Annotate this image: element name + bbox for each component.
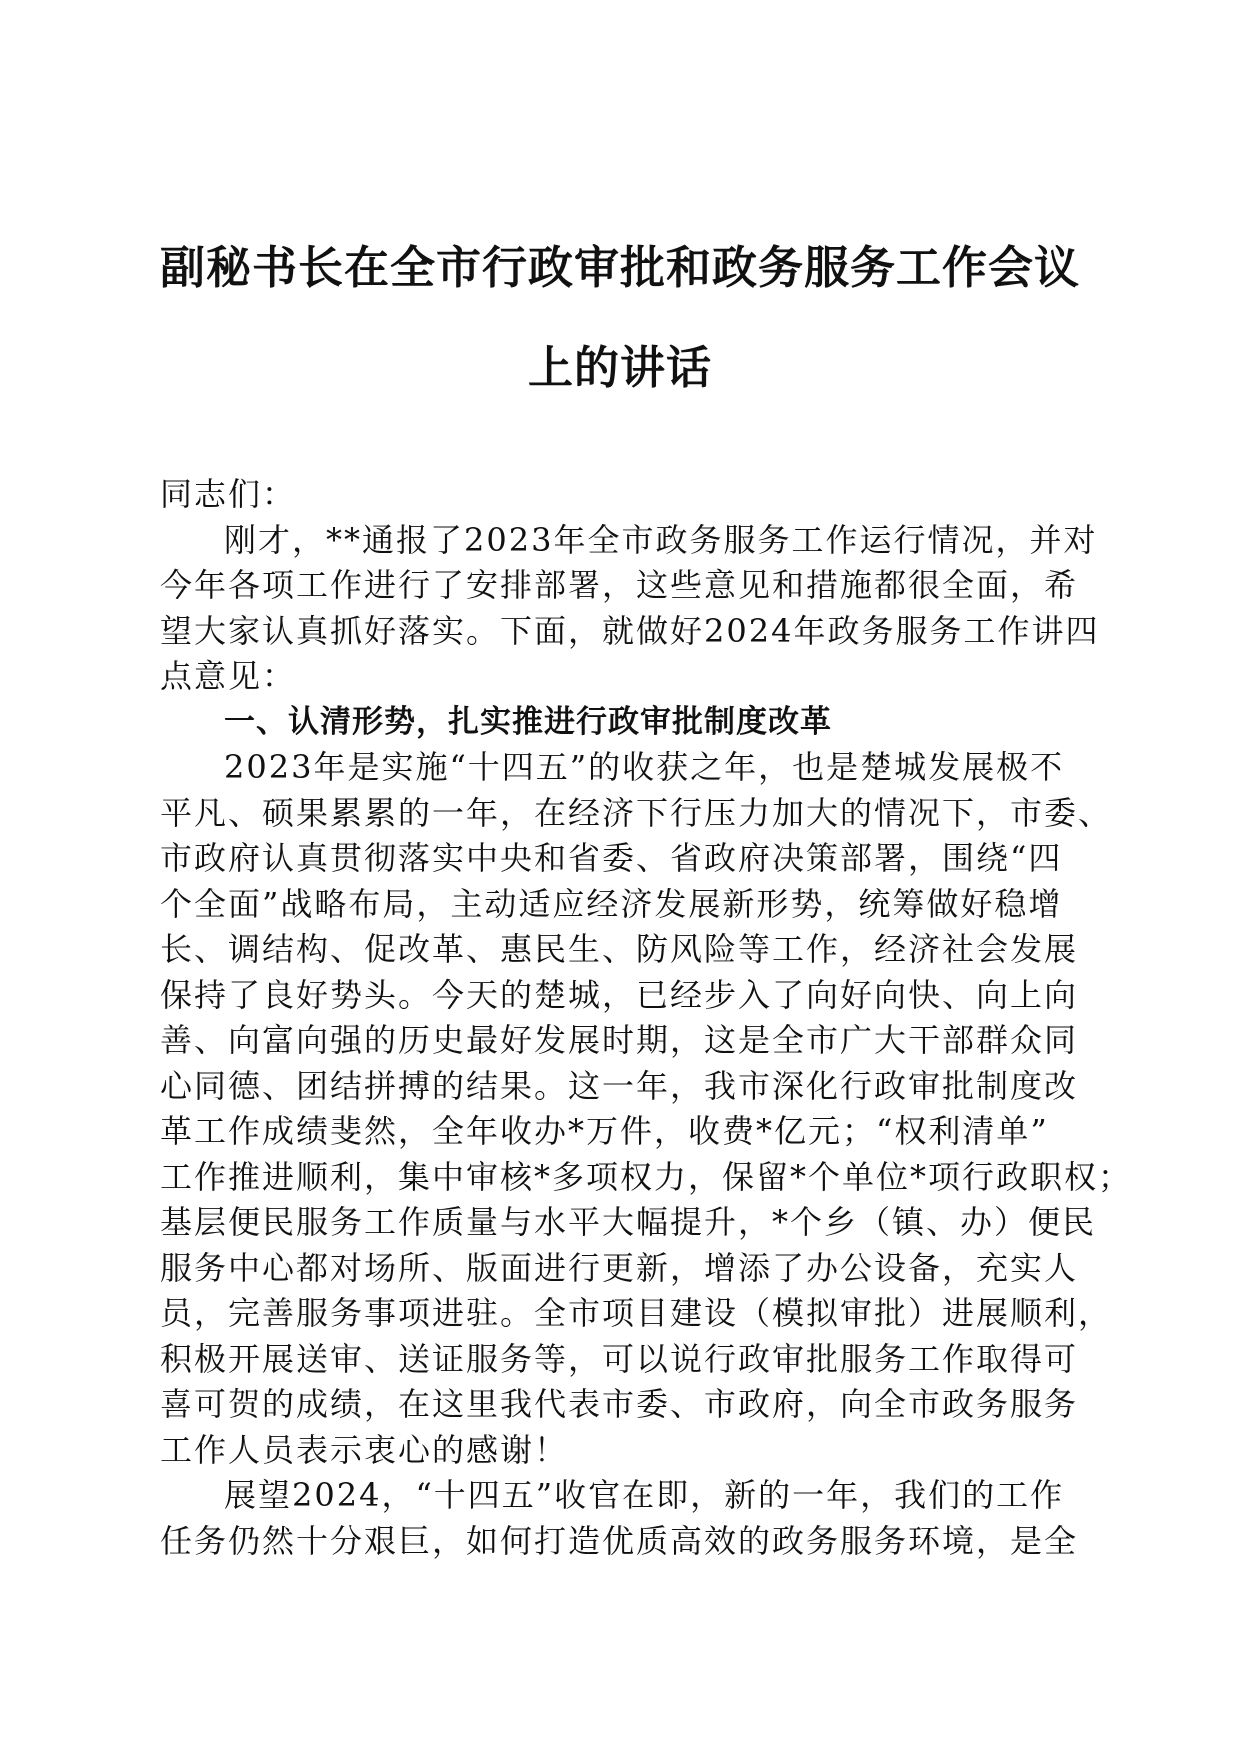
para1-line-9: 革工作成绩斐然，全年收办*万件，收费*亿元；“权利清单” <box>160 1112 1049 1150</box>
para1-line-1: 2023年是实施“十四五”的收获之年，也是楚城发展极不 <box>224 748 1065 786</box>
para1-line-15: 喜可贺的成绩，在这里我代表市委、市政府，向全市政务服务 <box>160 1385 1079 1423</box>
para1-line-13: 员，完善服务事项进驻。全市项目建设（模拟审批）进展顺利， <box>160 1294 1113 1332</box>
para1-line-2: 平凡、硕果累累的一年，在经济下行压力加大的情况下，市委、 <box>160 793 1113 832</box>
para1-line-7: 善、向富向强的历史最好发展时期，这是全市广大干部群众同 <box>160 1021 1079 1059</box>
section-heading-1: 一、认清形势，扎实推进行政审批制度改革 <box>224 703 832 740</box>
salutation: 同志们： <box>160 475 297 513</box>
para1-line-12: 服务中心都对场所、版面进行更新，增添了办公设备，充实人 <box>160 1248 1079 1287</box>
para1-line-5: 长、调结构、促改革、惠民生、防风险等工作，经济社会发展 <box>160 930 1079 968</box>
para2-line-2: 任务仍然十分艰巨，如何打造优质高效的政务服务环境，是全 <box>160 1521 1079 1560</box>
title-line-2: 上的讲话 <box>527 341 712 394</box>
para1-line-10: 工作推进顺利，集中审核*多项权力，保留*个单位*项行政职权； <box>160 1157 1133 1196</box>
intro-line-3: 望大家认真抓好落实。下面，就做好2024年政务服务工作讲四 <box>160 611 1100 650</box>
document-body <box>160 472 1133 1564</box>
para1-line-16: 工作人员表示衷心的感谢！ <box>160 1430 569 1469</box>
title-line-1: 副秘书长在全市行政审批和政务服务工作会议 <box>159 241 1080 294</box>
para2-line-1: 展望2024，“十四五”收官在即，新的一年，我们的工作 <box>224 1476 1065 1514</box>
para1-line-11: 基层便民服务工作质量与水平大幅提升，*个乡（镇、办）便民 <box>160 1203 1097 1241</box>
para1-line-3: 市政府认真贯彻落实中央和省委、省政府决策部署，围绕“四 <box>160 839 1063 877</box>
para1-line-8: 心同德、团结拼搏的结果。这一年，我市深化行政审批制度改 <box>160 1066 1079 1105</box>
intro-line-1: 刚才，**通报了2023年全市政务服务工作运行情况，并对 <box>224 520 1098 559</box>
intro-line-4: 点意见： <box>160 657 297 695</box>
page-title <box>140 218 1100 418</box>
intro-line-2: 今年各项工作进行了安排部署，这些意见和措施都很全面，希 <box>160 566 1079 604</box>
para1-line-4: 个全面”战略布局，主动适应经济发展新形势，统筹做好稳增 <box>160 884 1063 923</box>
para1-line-14: 积极开展送审、送证服务等，可以说行政审批服务工作取得可 <box>160 1339 1079 1378</box>
para1-line-6: 保持了良好势头。今天的楚城，已经步入了向好向快、向上向 <box>160 975 1079 1014</box>
